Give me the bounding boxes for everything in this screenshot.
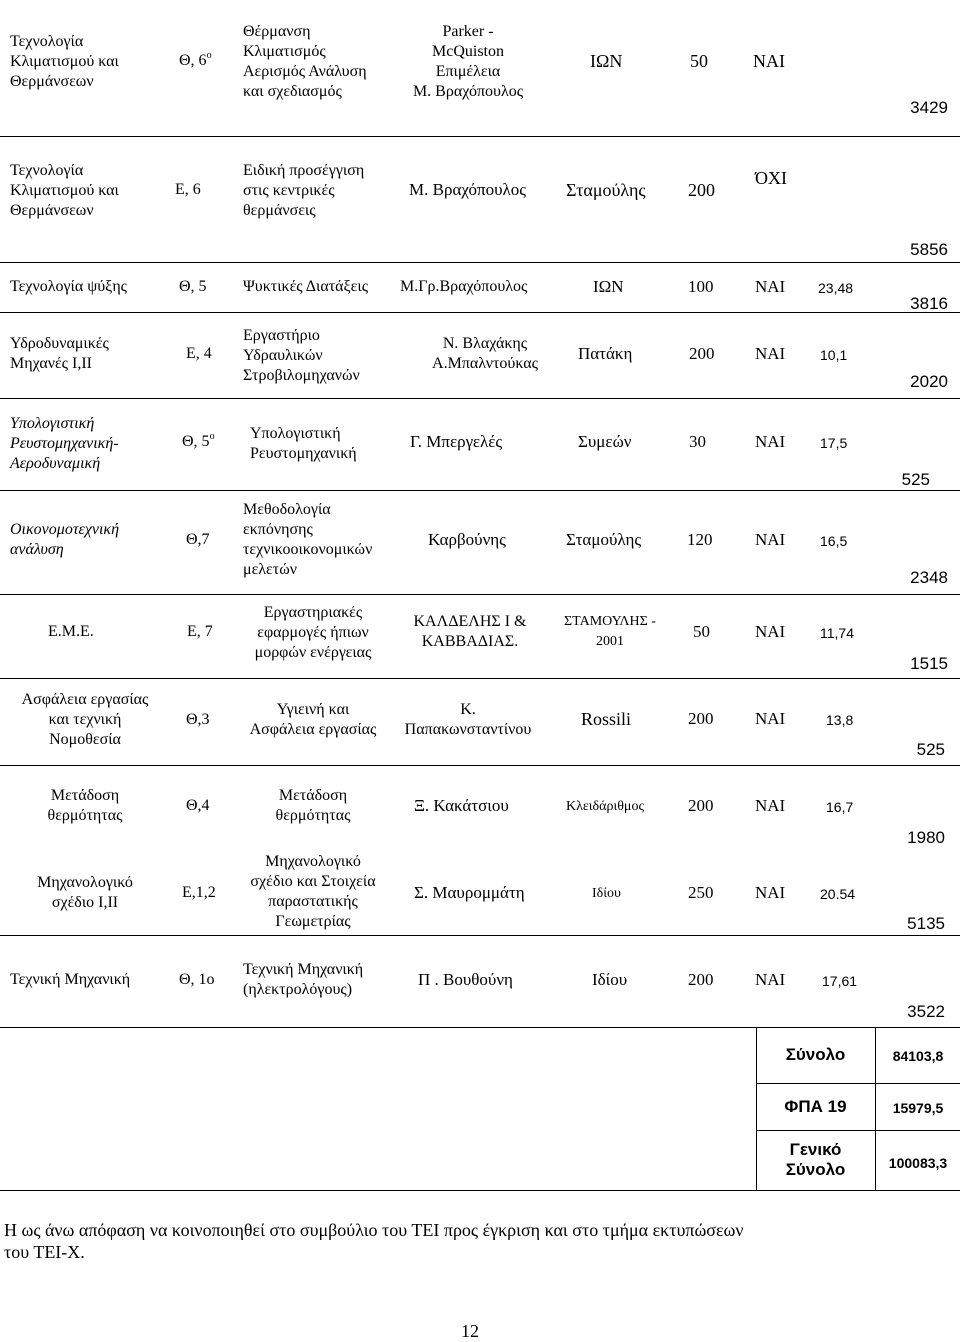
course-name: Τεχνολογία Κλιματισμού και Θερμάνσεων bbox=[10, 162, 119, 219]
course-name: Μετάδοση θερμότητας bbox=[47, 787, 123, 824]
sum-label: Σύνολο bbox=[785, 1045, 846, 1064]
row-divider bbox=[0, 490, 960, 491]
semester: Ε, 4 bbox=[186, 345, 212, 362]
vat-label: ΦΠΑ 19 bbox=[784, 1097, 847, 1116]
row-total: 5135 bbox=[907, 914, 945, 933]
row-total: 1515 bbox=[910, 654, 948, 673]
row-total: 3522 bbox=[907, 1002, 945, 1021]
book-author: Σ. Μαυρομμάτη bbox=[414, 883, 525, 902]
publisher: Σταμούλης bbox=[566, 530, 642, 549]
semester: Θ, 5 bbox=[179, 278, 207, 295]
approved: ΝΑΙ bbox=[755, 709, 786, 728]
approved: ΝΑΙ bbox=[755, 883, 786, 902]
copies: 200 bbox=[688, 970, 714, 989]
row-divider bbox=[0, 594, 960, 595]
book-author: Κ. Παπακωνσταντίνου bbox=[404, 701, 532, 738]
grand-total-value: 100083,3 bbox=[888, 1155, 948, 1171]
semester: Ε, 7 bbox=[187, 623, 213, 640]
semester: Θ,7 bbox=[186, 531, 210, 548]
row-divider bbox=[0, 398, 960, 399]
table-bottom-border bbox=[0, 1190, 960, 1191]
book-title: Ψυκτικές Διατάξεις bbox=[243, 278, 369, 295]
row-total: 525 bbox=[916, 740, 945, 759]
page-number: 12 bbox=[461, 1321, 479, 1341]
book-title: Εργαστήριο Υδραυλικών Στροβιλομηχανών bbox=[243, 327, 360, 384]
grand-total-label: Γενικό Σύνολο bbox=[785, 1140, 846, 1179]
unit-price: 17,5 bbox=[820, 435, 848, 451]
publisher: Σταμούλης bbox=[566, 180, 646, 200]
summary-divider bbox=[756, 1130, 960, 1131]
sum-value: 84103,8 bbox=[892, 1048, 944, 1064]
copies: 100 bbox=[688, 277, 714, 296]
book-author: Μ.Γρ.Βραχόπουλος bbox=[400, 278, 528, 295]
row-total: 1980 bbox=[907, 828, 945, 847]
course-name: Ασφάλεια εργασίας και τεχνική Νομοθεσία bbox=[21, 691, 149, 748]
book-title: Εργαστηριακές εφαρμογές ήπιων μορφών ενέργειας bbox=[254, 604, 372, 661]
semester: Θ, $5^o$ bbox=[182, 431, 215, 450]
copies: 200 bbox=[688, 709, 714, 728]
publisher: ΣΤΑΜΟΥΛΗΣ - 2001 bbox=[564, 614, 656, 649]
publisher: Πατάκη bbox=[578, 344, 633, 363]
book-author: Parker - McQuiston Επιμέλεια Μ. Βραχόπουλος bbox=[412, 23, 524, 100]
publisher: ΙΩΝ bbox=[593, 277, 624, 296]
row-divider bbox=[0, 935, 960, 936]
publisher: Ιδίου bbox=[592, 970, 628, 989]
row-total: 2348 bbox=[910, 568, 948, 587]
unit-price: 11,74 bbox=[820, 625, 854, 641]
book-title: Ειδική προσέγγιση στις κεντρικές θερμάνσεις bbox=[243, 162, 365, 219]
row-total: 525 bbox=[901, 470, 930, 489]
course-name: Υδροδυναμικές Μηχανές Ι,ΙΙ bbox=[10, 335, 109, 372]
approved: ΝΑΙ bbox=[753, 51, 785, 71]
semester: Ε,1,2 bbox=[182, 884, 216, 901]
unit-price: 16,5 bbox=[820, 533, 848, 549]
publisher: Συμεών bbox=[578, 432, 632, 451]
book-author: Καρβούνης bbox=[428, 530, 506, 549]
course-name: Τεχνολογία ψύξης bbox=[10, 278, 128, 295]
approved: ΌΧΙ bbox=[755, 168, 787, 188]
vat-value: 15979,5 bbox=[892, 1100, 944, 1116]
publisher: Κλειδάριθμος bbox=[566, 799, 644, 814]
course-name: Μηχανολογικό σχέδιο Ι,ΙΙ bbox=[37, 874, 133, 911]
book-author: Γ. Μπεργελές bbox=[410, 432, 503, 451]
approved: ΝΑΙ bbox=[755, 970, 786, 989]
book-author: Ν. Βλαχάκης Α.Μπαλντούκας bbox=[432, 335, 538, 372]
semester: Θ,4 bbox=[186, 797, 210, 814]
unit-price: 20.54 bbox=[820, 886, 856, 902]
row-total: 3816 bbox=[910, 294, 948, 313]
semester: Ε, 6 bbox=[175, 181, 201, 198]
book-author: Π . Βουθούνη bbox=[418, 970, 513, 989]
course-name: Οικονομοτεχνική ανάλυση bbox=[10, 521, 120, 558]
copies: 50 bbox=[690, 51, 708, 71]
book-author: Μ. Βραχόπουλος bbox=[409, 180, 526, 199]
row-divider bbox=[0, 1027, 960, 1028]
row-total: 2020 bbox=[910, 372, 948, 391]
unit-price: 17,61 bbox=[822, 973, 858, 989]
book-author: Ξ. Κακάτσιου bbox=[414, 796, 509, 815]
book-title: Μεθοδολογία εκπόνησης τεχνικοοικονομικών μελετών bbox=[243, 501, 373, 578]
decision-text: Η ως άνω απόφαση να κοινοποιηθεί στο συμβούλιο του ΤΕΙ προς έγκριση και στο τμήμα εκτυπώσεων του ΤΕΙ-Χ. bbox=[4, 1220, 744, 1262]
copies: 200 bbox=[688, 180, 715, 200]
unit-price: 13,8 bbox=[826, 712, 854, 728]
book-title: Μηχανολογικό σχέδιο και Στοιχεία παραστατικής Γεωμετρίας bbox=[250, 853, 376, 930]
course-name: Ε.Μ.Ε. bbox=[48, 623, 94, 640]
semester: Θ, 1ο bbox=[179, 971, 215, 988]
row-divider bbox=[0, 678, 960, 679]
copies: 250 bbox=[688, 883, 714, 902]
unit-price: 16,7 bbox=[826, 799, 854, 815]
row-divider bbox=[0, 136, 960, 137]
approved: ΝΑΙ bbox=[755, 530, 786, 549]
publisher: ΙΩΝ bbox=[590, 51, 623, 71]
semester: Θ,3 bbox=[186, 711, 210, 728]
approved: ΝΑΙ bbox=[755, 622, 786, 641]
course-name: Υπολογιστική Ρευστομηχανική- Αεροδυναμική bbox=[10, 415, 119, 472]
unit-price: 10,1 bbox=[820, 347, 848, 363]
course-name: Τεχνική Μηχανική bbox=[10, 971, 131, 988]
copies: 200 bbox=[689, 344, 715, 363]
course-name: Τεχνολογία Κλιματισμού και Θερμάνσεων bbox=[10, 33, 119, 90]
publisher: Ιδίου bbox=[592, 886, 621, 901]
row-total: 3429 bbox=[910, 98, 948, 117]
unit-price: 23,48 bbox=[818, 280, 854, 296]
semester: Θ, $6^o$ bbox=[179, 50, 212, 69]
book-title: Θέρμανση Κλιματισμός Αερισμός Ανάλυση και σχεδιασμός bbox=[243, 23, 367, 100]
copies: 30 bbox=[689, 432, 706, 451]
approved: ΝΑΙ bbox=[755, 277, 786, 296]
copies: 50 bbox=[693, 622, 710, 641]
publisher: Rossili bbox=[581, 709, 632, 729]
approved: ΝΑΙ bbox=[755, 432, 786, 451]
book-title: Υγιεινή και Ασφάλεια εργασίας bbox=[249, 701, 377, 738]
copies: 200 bbox=[688, 796, 714, 815]
approved: ΝΑΙ bbox=[755, 796, 786, 815]
book-title: Μετάδοση θερμότητας bbox=[275, 787, 351, 824]
summary-divider bbox=[756, 1083, 960, 1084]
approved: ΝΑΙ bbox=[755, 344, 786, 363]
book-author: ΚΑΛΔΕΛΗΣ Ι & ΚΑΒΒΑΔΙΑΣ. bbox=[413, 613, 527, 650]
row-divider bbox=[0, 765, 960, 766]
book-title: Υπολογιστική Ρευστομηχανική bbox=[250, 425, 357, 462]
row-divider bbox=[0, 262, 960, 263]
book-title: Τεχνική Μηχανική (ηλεκτρολόγους) bbox=[243, 961, 364, 998]
copies: 120 bbox=[687, 530, 713, 549]
row-divider bbox=[0, 312, 960, 313]
row-total: 5856 bbox=[910, 240, 948, 259]
